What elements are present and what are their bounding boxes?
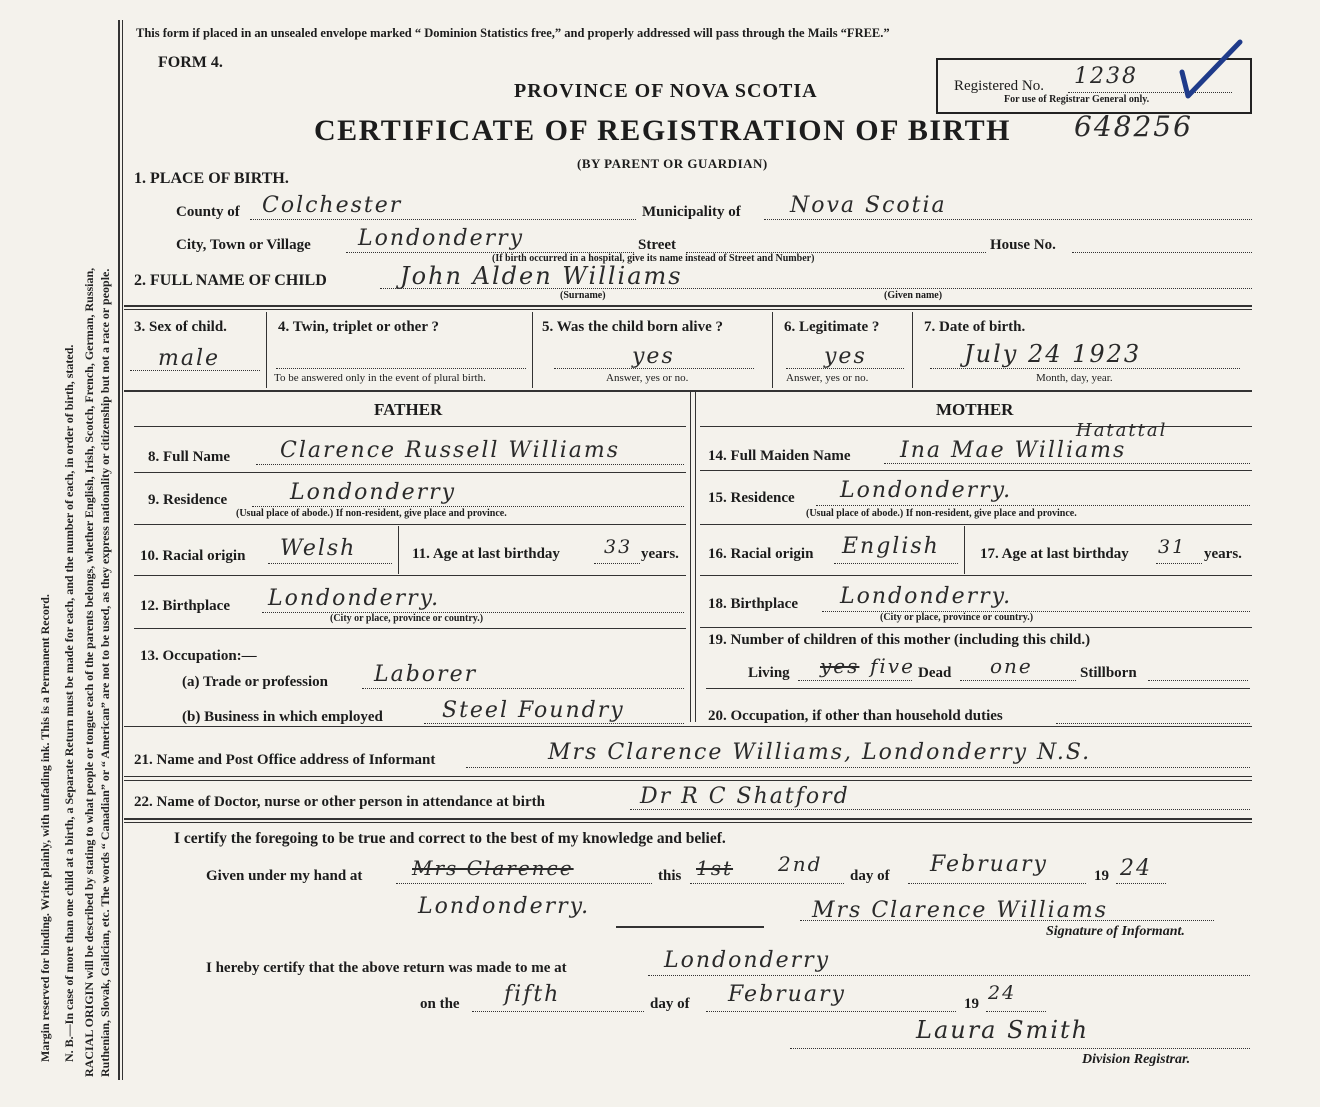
margin-rule-inner xyxy=(122,20,123,1080)
mother-living-value: five xyxy=(870,654,915,678)
mother-name-label: 14. Full Maiden Name xyxy=(708,448,851,464)
born-alive-note: Answer, yes or no. xyxy=(606,372,689,384)
title-handwritten-number: 648256 xyxy=(1074,110,1193,143)
county-value: Colchester xyxy=(262,193,403,218)
registrar-year-value: 24 xyxy=(988,982,1017,1004)
twin-note: To be answered only in the event of plural birth. xyxy=(274,372,486,384)
father-birthplace-value: Londonderry. xyxy=(268,586,441,611)
father-racial-label: 10. Racial origin xyxy=(140,548,246,564)
informant-signature-label: Signature of Informant. xyxy=(1046,924,1185,939)
father-name-label: 8. Full Name xyxy=(148,449,231,465)
informant-signature: Mrs Clarence Williams xyxy=(812,898,1108,923)
this-label: this xyxy=(658,868,682,884)
surname-note: (Surname) xyxy=(560,290,606,301)
mother-age-label: 17. Age at last birthday xyxy=(980,546,1129,562)
registrar-statement: I hereby certify that the above return was made to me at xyxy=(206,960,567,976)
house-label: House No. xyxy=(990,237,1056,253)
mother-living-struck: yes xyxy=(820,654,860,678)
mother-residence-label: 15. Residence xyxy=(708,490,795,506)
registered-value: 1238 xyxy=(1074,64,1138,89)
city-label: City, Town or Village xyxy=(176,237,311,253)
mother-stillborn-label: Stillborn xyxy=(1080,665,1137,681)
father-heading: FATHER xyxy=(374,400,443,419)
father-trade-label: (a) Trade or profession xyxy=(182,674,328,690)
mother-residence-value: Londonderry. xyxy=(840,478,1013,503)
margin-racial-note-2: Ruthenian, Slovak, Galician, etc. The words “ Canadian” or “ American” are not to be used, as they express nationality or citizenship but not a race or people. xyxy=(98,268,112,1077)
mother-dead-label: Dead xyxy=(918,665,952,681)
father-age-value: 33 xyxy=(604,536,633,558)
mother-residence-note: (Usual place of abode.) If non-resident, give place and province. xyxy=(806,508,1077,519)
registrar-day-value: fifth xyxy=(504,982,561,1007)
given-month-value: February xyxy=(930,852,1048,877)
municipality-label: Municipality of xyxy=(642,204,741,220)
given-day-of-label: day of xyxy=(850,868,890,884)
registrar-signature-label: Division Registrar. xyxy=(1082,1052,1191,1067)
father-business-label: (b) Business in which employed xyxy=(182,709,383,725)
legitimate-note: Answer, yes or no. xyxy=(786,372,869,384)
certificate-subtitle: (BY PARENT OR GUARDIAN) xyxy=(577,156,768,171)
date-of-birth-note: Month, day, year. xyxy=(1036,372,1113,384)
mother-living-label: Living xyxy=(748,665,790,681)
father-racial-value: Welsh xyxy=(280,536,357,561)
born-alive-value: yes xyxy=(632,344,675,369)
mother-racial-label: 16. Racial origin xyxy=(708,546,814,562)
street-label: Street xyxy=(638,237,677,253)
given-year-prefix: 19 xyxy=(1094,868,1109,884)
date-of-birth-value: July 24 1923 xyxy=(964,340,1142,368)
registrar-on-the-label: on the xyxy=(420,996,460,1012)
form-number: FORM 4. xyxy=(158,54,223,71)
registered-label: Registered No. xyxy=(954,78,1044,94)
child-name-value: John Alden Williams xyxy=(400,262,683,290)
parent-divider xyxy=(690,392,691,722)
informant-value: Mrs Clarence Williams, Londonderry N.S. xyxy=(548,740,1092,765)
this-struck: 1st xyxy=(696,856,734,880)
father-trade-value: Laborer xyxy=(374,662,478,687)
place-of-birth-heading: 1. PLACE OF BIRTH. xyxy=(134,170,289,187)
legitimate-value: yes xyxy=(824,344,867,369)
margin-binding-note: Margin reserved for binding. Write plainly, with unfading ink. This is a Permanent Record. xyxy=(38,594,52,1062)
mother-birthplace-label: 18. Birthplace xyxy=(708,596,798,612)
sex-label: 3. Sex of child. xyxy=(134,319,227,335)
father-business-value: Steel Foundry xyxy=(442,698,625,723)
given-name-note: (Given name) xyxy=(884,290,943,301)
county-label: County of xyxy=(176,204,240,220)
mother-birthplace-note: (City or place, province or country.) xyxy=(880,612,1034,623)
municipality-value: Nova Scotia xyxy=(790,193,947,218)
mother-age-unit: years. xyxy=(1204,546,1242,562)
mail-notice: This form if placed in an unsealed envelope marked “ Dominion Statistics free,” and properly addressed will pass through the Mails “FREE.” xyxy=(136,26,890,40)
given-place-value: Londonderry. xyxy=(418,894,591,919)
mother-birthplace-value: Londonderry. xyxy=(840,584,1013,609)
informant-label: 21. Name and Post Office address of Informant xyxy=(134,752,436,768)
father-occupation-label: 13. Occupation:— xyxy=(140,648,257,664)
father-residence-note: (Usual place of abode.) If non-resident, give place and province. xyxy=(236,508,507,519)
mother-children-label: 19. Number of children of this mother (including this child.) xyxy=(708,632,1091,648)
given-year-value: 24 xyxy=(1120,856,1152,881)
mother-occupation-label: 20. Occupation, if other than household duties xyxy=(708,708,1003,724)
mother-age-value: 31 xyxy=(1158,536,1187,558)
date-of-birth-label: 7. Date of birth. xyxy=(924,319,1026,335)
father-residence-label: 9. Residence xyxy=(148,492,228,508)
mother-dead-value: one xyxy=(990,654,1033,678)
given-label: Given under my hand at xyxy=(206,868,363,884)
father-name-value: Clarence Russell Williams xyxy=(280,438,621,463)
this-value: 2nd xyxy=(778,852,823,876)
registrar-day-of-label: day of xyxy=(650,996,690,1012)
twin-label: 4. Twin, triplet or other ? xyxy=(278,319,439,335)
margin-nb-note: N. B.—In case of more than one child at a birth, a Separate Return must be made for each, and the number of each, in order of birth, stated. xyxy=(62,344,76,1062)
certificate-title: CERTIFICATE OF REGISTRATION OF BIRTH xyxy=(314,114,1011,147)
hospital-note: (If birth occurred in a hospital, give its name instead of Street and Number) xyxy=(492,253,815,264)
father-birthplace-label: 12. Birthplace xyxy=(140,598,230,614)
mother-heading: MOTHER xyxy=(936,400,1014,419)
mother-racial-value: English xyxy=(842,534,940,559)
informant-certification: I certify the foregoing to be true and correct to the best of my knowledge and belief. xyxy=(174,830,726,847)
city-value: Londonderry xyxy=(358,226,525,251)
father-birthplace-note: (City or place, province or country.) xyxy=(330,613,484,624)
sex-value: male xyxy=(158,346,221,371)
registrar-year-prefix: 19 xyxy=(964,996,979,1012)
given-struck: Mrs Clarence xyxy=(412,856,574,880)
mother-name-correction: Hatattal xyxy=(1076,420,1168,441)
father-age-label: 11. Age at last birthday xyxy=(412,546,560,562)
legitimate-label: 6. Legitimate ? xyxy=(784,319,880,335)
father-age-unit: years. xyxy=(641,546,679,562)
father-residence-value: Londonderry xyxy=(290,480,457,505)
child-name-label: 2. FULL NAME OF CHILD xyxy=(134,272,327,289)
attendant-label: 22. Name of Doctor, nurse or other person in attendance at birth xyxy=(134,794,545,810)
registrar-signature: Laura Smith xyxy=(916,1016,1090,1044)
margin-racial-note-1: RACIAL ORIGIN will be described by stating to what people or tongue each of the parents belongs, whether English, Irish, Scotch, French, German, Russian, xyxy=(82,267,96,1077)
attendant-value: Dr R C Shatford xyxy=(640,784,850,809)
registrar-place-value: Londonderry xyxy=(664,948,831,973)
registered-note: For use of Registrar General only. xyxy=(1004,94,1150,105)
mother-name-value: Ina Mae Williams xyxy=(900,438,1127,463)
margin-rule xyxy=(118,20,120,1080)
province-heading: PROVINCE OF NOVA SCOTIA xyxy=(514,80,818,102)
born-alive-label: 5. Was the child born alive ? xyxy=(542,319,723,335)
registrar-month-value: February xyxy=(728,982,846,1007)
checkmark-icon xyxy=(1178,38,1248,104)
